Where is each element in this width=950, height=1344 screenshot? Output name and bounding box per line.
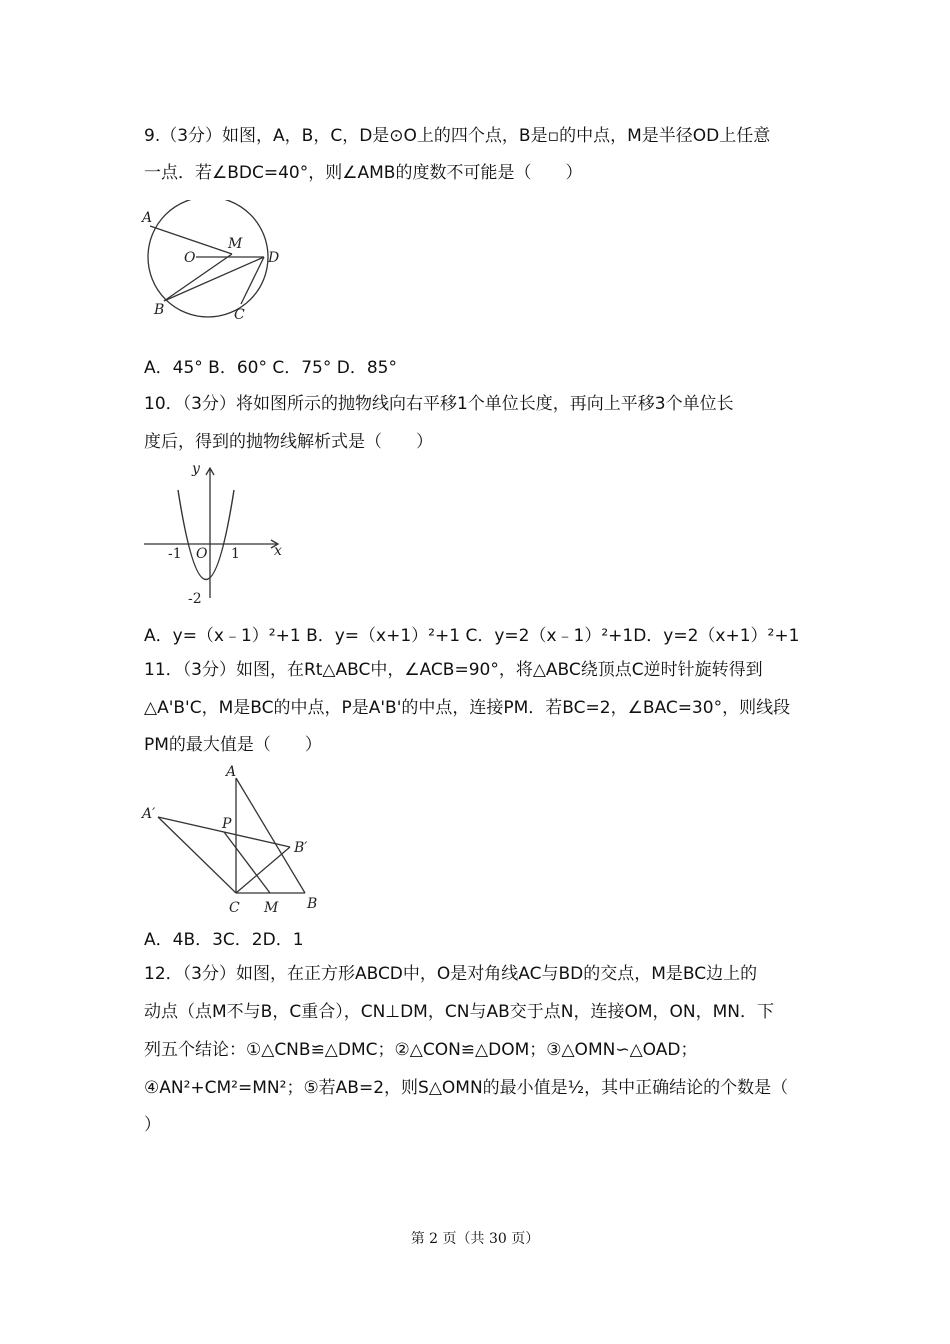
- q11-label-b-prime: B′: [294, 840, 308, 856]
- q11-options: A．4B．3C．2D．1: [144, 930, 304, 950]
- q9-label-d: D: [268, 250, 280, 266]
- q10-label-neg2: -2: [188, 591, 202, 607]
- q9-text-line-2: 一点．若∠BDC=40°，则∠AMB的度数不可能是（ ）: [144, 163, 583, 183]
- q9-options: A．45° B．60° C．75° D．85°: [144, 358, 397, 378]
- q10-options: A．y=（x﹣1）²+1 B．y=（x+1）²+1 C．y=2（x﹣1）²+1D．y=2（x+1）²+1: [144, 626, 800, 646]
- q10-text-line-1: 10．（3分）将如图所示的抛物线向右平移1个单位长度，再向上平移3个单位长: [144, 394, 734, 414]
- q11-label-c: C: [229, 900, 240, 914]
- q11-label-p: P: [222, 816, 232, 832]
- q9-label-c: C: [234, 307, 245, 323]
- q11-label-b: B: [307, 896, 318, 912]
- q10-label-y: y: [192, 461, 200, 477]
- q11-label-m: M: [264, 900, 279, 914]
- q12-text-line-3: 列五个结论：①△CNB≌△DMC；②△CON≌△DOM；③△OMN∽△OAD；: [144, 1040, 698, 1060]
- q10-label-neg1: -1: [168, 546, 182, 562]
- q9-label-o: O: [184, 250, 196, 266]
- page-footer: 第 2 页（共 30 页）: [410, 1231, 540, 1247]
- q9-label-a: A: [142, 210, 153, 226]
- q10-parabola-figure: [140, 458, 300, 608]
- q12-text-line-4: ④AN²+CM²=MN²；⑤若AB=2，则S△OMN的最小值是½，其中正确结论的个数是（: [144, 1078, 789, 1098]
- q10-label-x: x: [274, 543, 282, 559]
- q9-label-m: M: [228, 236, 243, 252]
- q11-text-line-3: PM的最大值是（ ）: [144, 735, 322, 755]
- q12-text-line-2: 动点（点M不与B，C重合），CN⊥DM，CN与AB交于点N，连接OM，ON，MN．下: [144, 1002, 774, 1022]
- q11-label-a: A: [226, 764, 237, 780]
- q9-text-line-1: 9.（3分）如图，A，B，C，D是⊙O上的四个点，B是▫的中点，M是半径OD上任意: [144, 126, 771, 146]
- q9-label-b: B: [154, 302, 165, 318]
- q11-text-line-2: △A'B'C，M是BC的中点，P是A'B'的中点，连接PM．若BC=2，∠BAC=30°，则线段: [144, 698, 791, 718]
- q11-label-a-prime: A′: [142, 806, 156, 822]
- q10-label-1: 1: [231, 546, 240, 562]
- q10-text-line-2: 度后，得到的抛物线解析式是（ ）: [144, 432, 433, 452]
- q10-label-o: O: [196, 546, 208, 562]
- q11-rotation-figure: [140, 762, 330, 914]
- q9-circle-figure: [140, 200, 290, 328]
- q11-text-line-1: 11．（3分）如图，在Rt△ABC中，∠ACB=90°，将△ABC绕顶点C逆时针旋转得到: [144, 660, 763, 680]
- q12-text-line-5: ）: [144, 1115, 161, 1135]
- q12-text-line-1: 12．（3分）如图，在正方形ABCD中，O是对角线AC与BD的交点，M是BC边上的: [144, 964, 758, 984]
